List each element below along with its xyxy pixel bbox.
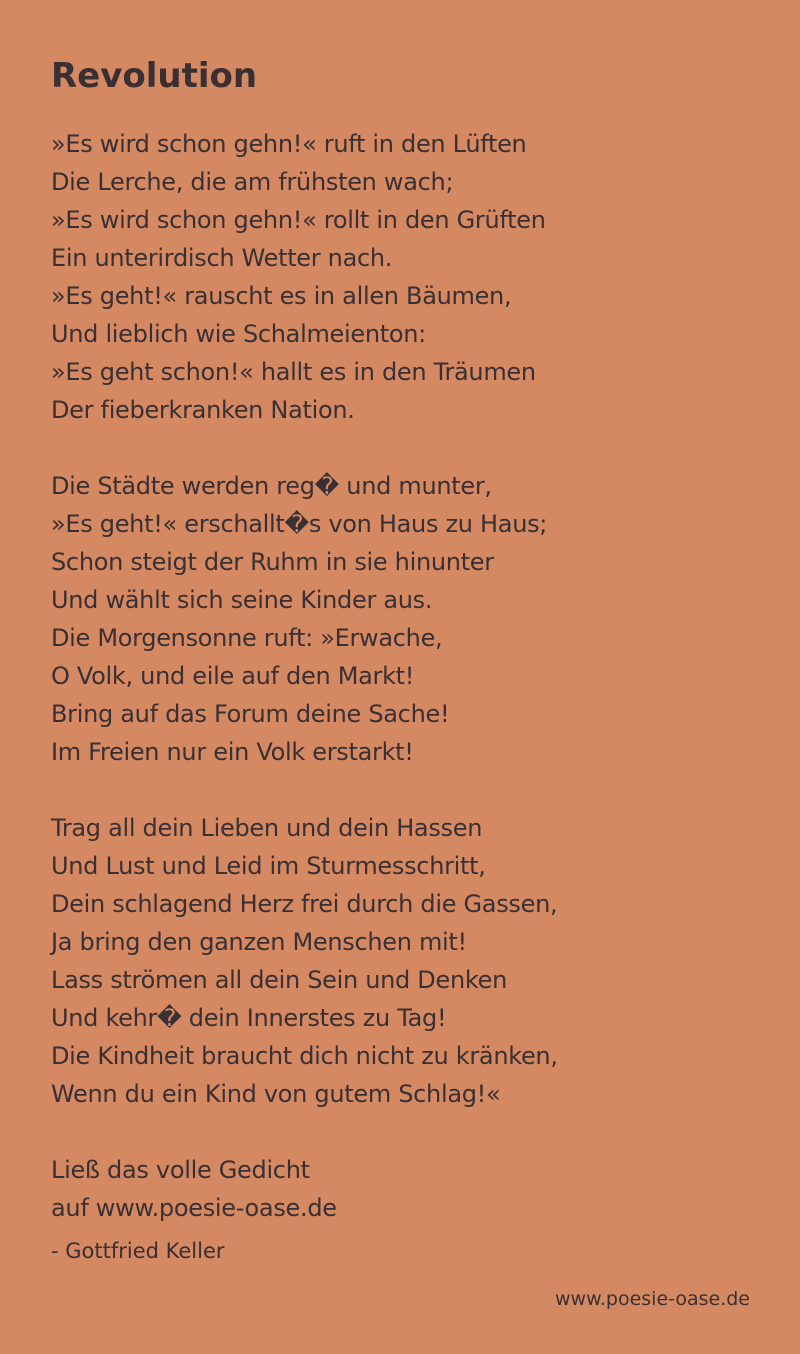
poem-line: Bring auf das Forum deine Sache! bbox=[51, 700, 450, 728]
poem-line: Der fieberkranken Nation. bbox=[51, 396, 355, 424]
poem-line: »Es geht!« erschallt�s von Haus zu Haus; bbox=[51, 510, 548, 538]
poem-line: Wenn du ein Kind von gutem Schlag!« bbox=[51, 1080, 501, 1108]
read-more-note bbox=[51, 1151, 771, 1227]
poem-line: Ja bring den ganzen Menschen mit! bbox=[51, 928, 467, 956]
poem-line: Und kehr� dein Innerstes zu Tag! bbox=[51, 1004, 447, 1032]
poem-line: Dein schlagend Herz frei durch die Gassen, bbox=[51, 890, 558, 918]
poem-line: Ein unterirdisch Wetter nach. bbox=[51, 244, 393, 272]
poem-line: Schon steigt der Ruhm in sie hinunter bbox=[51, 548, 494, 576]
read-more-line: Ließ das volle Gedicht bbox=[51, 1156, 310, 1184]
poem-line: Die Lerche, die am frühsten wach; bbox=[51, 168, 454, 196]
stanza-3 bbox=[51, 809, 771, 1113]
poem-line: Die Morgensonne ruft: »Erwache, bbox=[51, 624, 443, 652]
poem-line: »Es geht schon!« hallt es in den Träumen bbox=[51, 358, 536, 386]
poem-author: - Gottfried Keller bbox=[51, 1239, 225, 1263]
poem-line: Und lieblich wie Schalmeienton: bbox=[51, 320, 426, 348]
poem-body bbox=[51, 125, 771, 1267]
footer-website-url[interactable]: www.poesie-oase.de bbox=[554, 1288, 750, 1310]
read-more-link[interactable]: auf www.poesie-oase.de bbox=[51, 1194, 337, 1222]
poem-line: »Es wird schon gehn!« ruft in den Lüften bbox=[51, 130, 527, 158]
stanza-2 bbox=[51, 467, 771, 771]
stanza-1 bbox=[51, 125, 771, 429]
poem-line: Trag all dein Lieben und dein Hassen bbox=[51, 814, 483, 842]
poem-line: Und Lust und Leid im Sturmesschritt, bbox=[51, 852, 486, 880]
poem-line: O Volk, und eile auf den Markt! bbox=[51, 662, 415, 690]
poem-line: »Es geht!« rauscht es in allen Bäumen, bbox=[51, 282, 512, 310]
poem-line: »Es wird schon gehn!« rollt in den Grüften bbox=[51, 206, 546, 234]
poem-line: Im Freien nur ein Volk erstarkt! bbox=[51, 738, 414, 766]
poem-line: Lass strömen all dein Sein und Denken bbox=[51, 966, 507, 994]
poem-line: Und wählt sich seine Kinder aus. bbox=[51, 586, 433, 614]
poem-line: Die Kindheit braucht dich nicht zu kränken, bbox=[51, 1042, 558, 1070]
poem-card bbox=[51, 52, 771, 1267]
poem-line: Die Städte werden reg� und munter, bbox=[51, 472, 492, 500]
poem-title: Revolution bbox=[51, 56, 258, 96]
